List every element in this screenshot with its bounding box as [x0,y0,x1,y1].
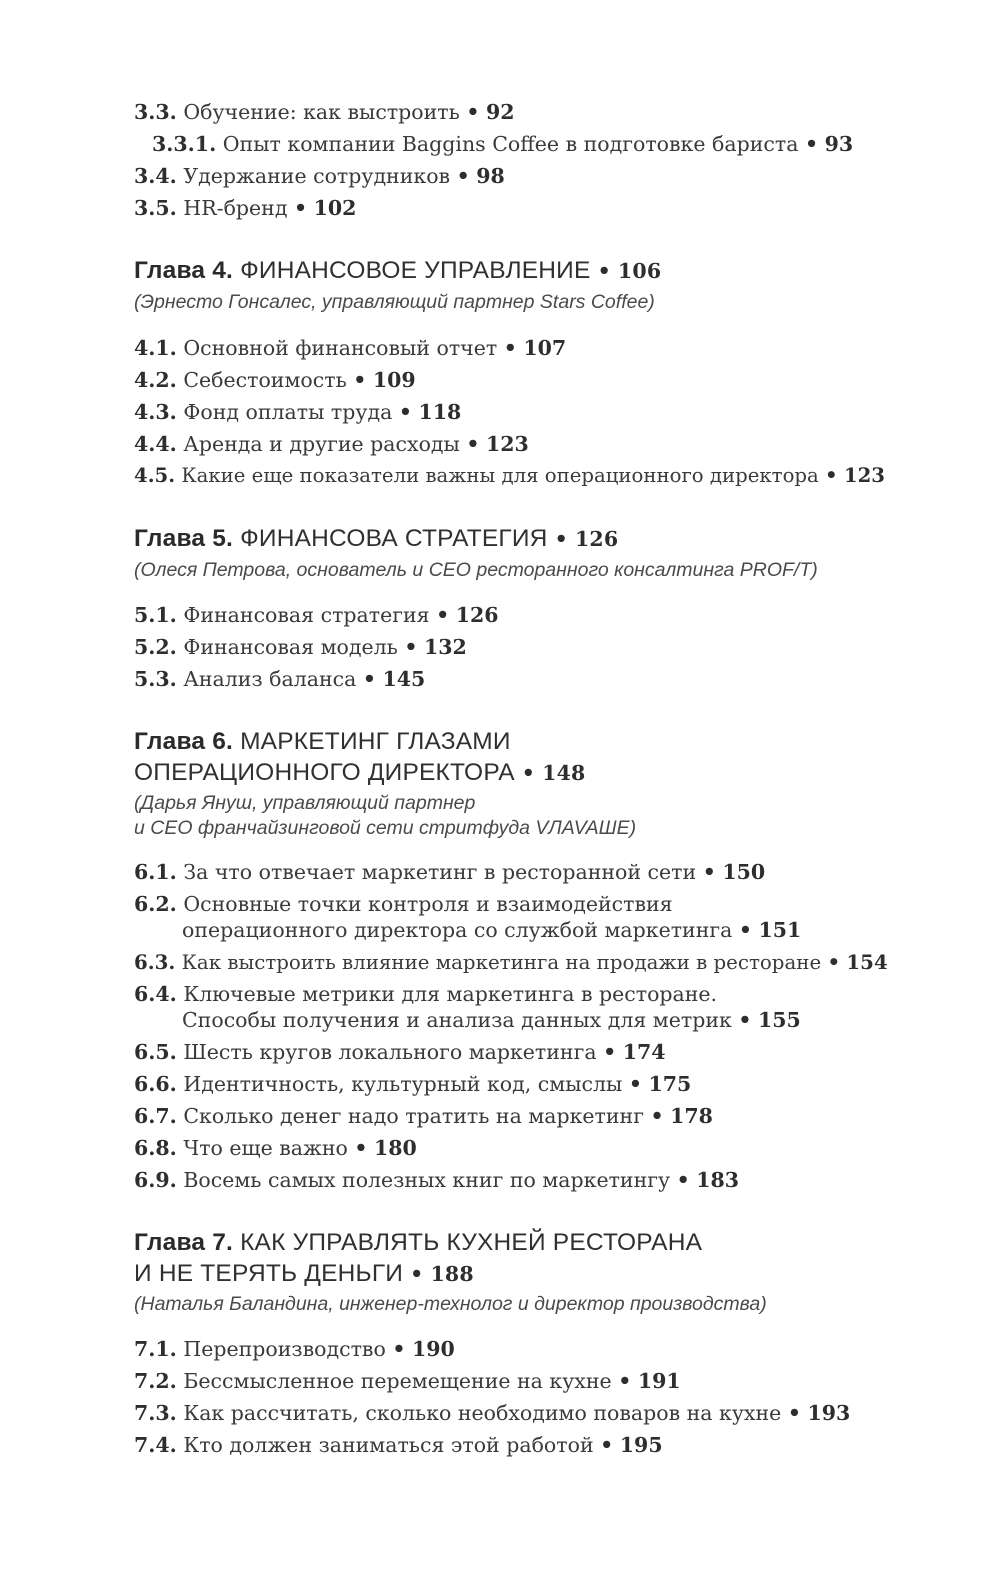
entry-title: Финансовая модель [183,635,398,659]
bullet: • [466,432,480,456]
bullet: • [702,860,716,884]
entry-page: 109 [372,368,416,392]
toc-entry-continuation [182,914,801,946]
entry-page: 174 [622,1040,666,1064]
toc-entry [152,128,853,160]
bullet: • [554,527,568,551]
entry-number: 3.3.1. [152,132,217,156]
chapter-title-line2: И НЕ ТЕРЯТЬ ДЕНЬГИ [134,1260,404,1287]
bullet: • [466,100,480,124]
bullet: • [738,918,752,942]
bullet: • [410,1262,424,1286]
entry-page: 150 [722,860,766,884]
toc-entry [134,364,416,396]
chapter-page: 106 [617,259,662,283]
bullet: • [294,196,308,220]
chapter-author-line2: и CEO франчайзинговой сети стритфуда VЛAVAШE) [134,817,637,839]
entry-title: HR-бренд [183,196,288,220]
entry-page: 154 [846,950,888,974]
entry-number: 6.5. [134,1040,177,1064]
entry-number: 3.4. [134,164,177,188]
entry-page: 178 [670,1104,713,1128]
toc-entry [134,631,467,663]
entry-page: 190 [411,1337,455,1361]
bullet: • [825,464,838,487]
bullet: • [603,1040,617,1064]
entry-title-line2: операционного директора со службой маркетинга [182,918,733,942]
bullet: • [600,1433,614,1457]
chapter-author: (Наталья Баландина, инженер-технолог и директор производства) [134,1293,767,1315]
chapter-heading [134,255,661,287]
chapter-heading [134,1227,702,1259]
entry-page: 155 [757,1008,801,1032]
chapter-title: ФИНАНСОВА СТРАТЕГИЯ [240,525,548,552]
entry-title-line2: Способы получения и анализа данных для метрик [182,1008,732,1032]
entry-number: 6.4. [134,982,177,1006]
toc-entry [134,332,566,364]
entry-title: Фонд оплаты труда [183,400,393,424]
entry-number: 7.3. [134,1401,177,1425]
entry-number: 4.3. [134,400,177,424]
entry-number: 5.3. [134,667,177,691]
entry-number: 3.5. [134,196,177,220]
bullet: • [597,259,611,283]
bullet: • [456,164,470,188]
toc-entry [134,1429,663,1461]
chapter-page: 188 [430,1262,474,1286]
bullet: • [353,368,367,392]
toc-entry [134,1036,666,1068]
entry-number: 6.9. [134,1168,177,1192]
bullet: • [521,761,536,785]
bullet: • [404,635,418,659]
chapter-heading [134,523,618,555]
chapter-heading-continued [134,1258,474,1290]
entry-page: 183 [696,1168,740,1192]
chapter-title: ФИНАНСОВОЕ УПРАВЛЕНИЕ [240,257,591,284]
entry-title: Финансовая стратегия [183,603,430,627]
entry-page: 193 [807,1401,851,1425]
entry-page: 93 [824,132,854,156]
chapter-title: МАРКЕТИНГ ГЛАЗАМИ [240,728,511,755]
toc-entry [134,1068,691,1100]
entry-number: 6.2. [134,892,177,916]
toc-entry [134,460,885,492]
chapter-page: 148 [542,761,586,785]
bullet: • [362,667,376,691]
entry-number: 6.6. [134,1072,177,1096]
chapter-title-line2: ОПЕРАЦИОННОГО ДИРЕКТОРА [134,759,515,786]
chapter-label: Глава 7. [134,1229,234,1256]
chapter-label: Глава 5. [134,525,234,552]
entry-page: 132 [424,635,467,659]
toc-entry [134,1132,417,1164]
entry-number: 4.4. [134,432,177,456]
chapter-author: (Дарья Януш, управляющий партнер [134,792,476,814]
bullet: • [787,1401,801,1425]
entry-number: 6.8. [134,1136,177,1160]
chapter-label: Глава 6. [134,728,234,755]
toc-entry [134,428,529,460]
entry-title: Основные точки контроля и взаимодействия [183,892,673,916]
bullet: • [354,1136,368,1160]
entry-page: 123 [486,432,529,456]
entry-number: 6.1. [134,860,177,884]
entry-page: 145 [382,667,426,691]
toc-entry [134,1397,850,1429]
toc-entry-continuation [182,1004,801,1036]
toc-entry [134,96,515,128]
entry-number: 6.3. [134,950,176,974]
entry-page: 123 [843,464,886,487]
entry-title: Какие еще показатели важны для операционного директора [181,464,819,487]
toc-entry [134,1100,713,1132]
toc-entry [134,160,505,192]
toc-entry [134,946,888,979]
entry-title: Ключевые метрики для маркетинга в ресторане. [183,982,718,1006]
toc-entry [134,192,356,224]
entry-page: 107 [523,336,567,360]
entry-number: 4.2. [134,368,177,392]
entry-title: Идентичность, культурный код, смыслы [183,1072,623,1096]
entry-title: Аренда и другие расходы [183,432,460,456]
bullet: • [827,950,841,974]
entry-title: Бессмысленное перемещение на кухне [183,1369,612,1393]
entry-title: Опыт компании Baggins Coffee в подготовке бариста [222,132,799,156]
entry-number: 5.1. [134,603,177,627]
bullet: • [628,1072,642,1096]
entry-number: 5.2. [134,635,177,659]
entry-title: Восемь самых полезных книг по маркетингу [183,1168,671,1192]
entry-title: Обучение: как выстроить [183,100,460,124]
entry-number: 7.1. [134,1337,177,1361]
chapter-page: 126 [574,527,619,551]
entry-number: 4.5. [134,464,176,487]
bullet: • [436,603,450,627]
entry-page: 191 [637,1369,681,1393]
entry-page: 102 [313,196,357,220]
entry-number: 7.4. [134,1433,177,1457]
chapter-author: (Олеся Петрова, основатель и CEO ресторанного консалтинга PROF/T) [134,559,818,581]
bullet: • [618,1369,632,1393]
entry-title: Анализ баланса [183,667,357,691]
toc-entry [134,856,765,888]
chapter-label: Глава 4. [134,257,234,284]
entry-title: Кто должен заниматься этой работой [183,1433,594,1457]
entry-page: 151 [758,918,802,942]
entry-title: Сколько денег надо тратить на маркетинг [183,1104,644,1128]
entry-number: 7.2. [134,1369,177,1393]
bullet: • [392,1337,406,1361]
entry-title: За что отвечает маркетинг в ресторанной сети [183,860,697,884]
chapter-author: (Эрнесто Гонсалес, управляющий партнер Stars Coffee) [134,291,655,313]
entry-page: 98 [476,164,505,188]
entry-page: 118 [418,400,462,424]
bullet: • [738,1008,752,1032]
toc-entry [134,599,499,631]
entry-number: 6.7. [134,1104,177,1128]
entry-title: Шесть кругов локального маркетинга [183,1040,597,1064]
entry-title: Перепроизводство [183,1337,386,1361]
chapter-heading [134,726,511,758]
toc-entry [134,1365,681,1397]
entry-page: 92 [485,100,515,124]
chapter-title: КАК УПРАВЛЯТЬ КУХНЕЙ РЕСТОРАНА [240,1229,703,1256]
entry-title: Удержание сотрудников [183,164,451,188]
entry-page: 195 [619,1433,663,1457]
entry-page: 175 [648,1072,692,1096]
entry-number: 3.3. [134,100,177,124]
entry-title: Что еще важно [183,1136,348,1160]
entry-page: 126 [455,603,499,627]
entry-page: 180 [374,1136,417,1160]
toc-entry [134,663,425,695]
entry-title: Как выстроить влияние маркетинга на продажи в ресторане [181,951,822,974]
bullet: • [650,1104,664,1128]
entry-title: Как рассчитать, сколько необходимо поваров на кухне [183,1401,782,1425]
toc-entry [134,396,461,428]
bullet: • [503,336,517,360]
entry-title: Себестоимость [183,368,347,392]
chapter-heading-continued [134,757,586,789]
entry-number: 4.1. [134,336,177,360]
entry-title: Основной финансовый отчет [183,336,498,360]
bullet: • [398,400,412,424]
toc-entry [134,1164,739,1196]
toc-entry [134,1333,455,1365]
bullet: • [804,132,819,156]
bullet: • [676,1168,690,1192]
